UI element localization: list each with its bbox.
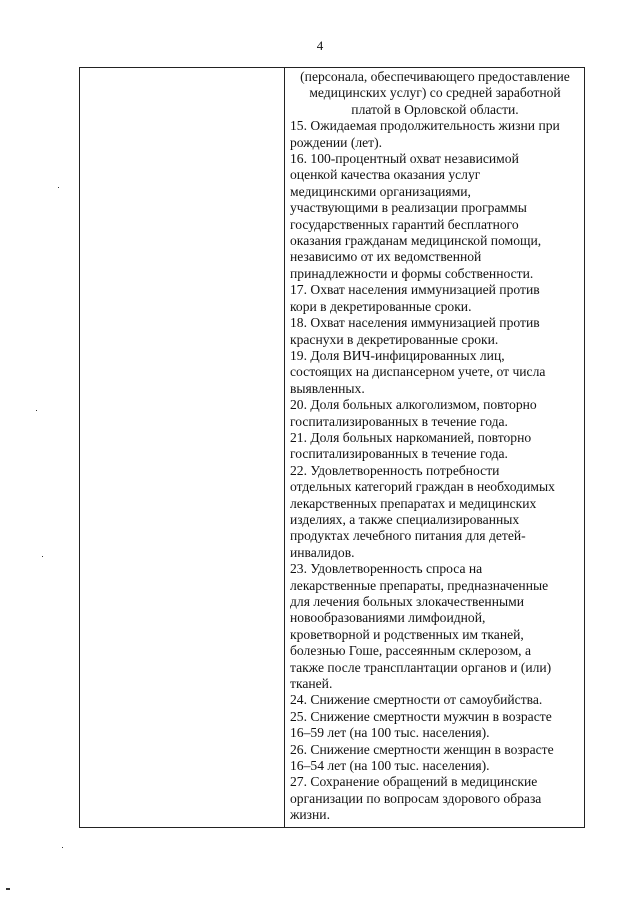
scan-speck — [6, 888, 10, 890]
table-item-paragraph: 26. Снижение смертности женщин в возрасте 16–54 лет (на 100 тыс. населения). — [290, 741, 554, 774]
scan-speck — [58, 187, 59, 188]
table-left-column-empty — [80, 68, 285, 827]
table-item-paragraph: (персонала, обеспечивающего предоставление медицинских услуг) со средней заработной платой в Орловской области. — [300, 69, 570, 117]
document-table — [79, 67, 585, 828]
table-item-paragraph: 27. Сохранение обращений в медицинские организации по вопросам здорового образа жизни. — [290, 774, 542, 823]
table-item-paragraph: 16. 100-процентный охват независимой оценкой качества оказания услуг медицинскими организациями, участвующими в реализации программы государственных гарантий бесплатного оказания гражданам медицинской помощи, независимо от их ведомственной принадлежности и формы собственности. — [290, 151, 542, 281]
scan-speck — [42, 556, 43, 557]
table-item-paragraph: 21. Доля больных наркоманией, повторно госпитализированных в течение года. — [290, 429, 532, 462]
table-item-paragraph: 25. Снижение смертности мужчин в возрасте 16–59 лет (на 100 тыс. населения). — [290, 708, 552, 741]
table-item-paragraph: 22. Удовлетворенность потребности отдельных категорий граждан в необходимых лекарственных препаратах и медицинских изделиях, а также специализированных продуктах лечебного питания для детей- инвалидов. — [290, 462, 555, 560]
scan-speck — [62, 847, 63, 848]
table-item-paragraph: 15. Ожидаемая продолжительность жизни при рождении (лет). — [290, 118, 560, 150]
table-item-paragraph: 17. Охват населения иммунизацией против кори в декретированные сроки. — [290, 282, 540, 314]
table-item-paragraph: 19. Доля ВИЧ-инфицированных лиц, состоящих на диспансерном учете, от числа выявленных. — [290, 347, 546, 396]
table-item-paragraph: 23. Удовлетворенность спроса на лекарственные препараты, предназначенные для лечения больных злокачественными новообразованиями лимфоидной, кроветворной и родственных им тканей, болезнью Гоше, рассеянным склерозом, а также после трансплантации органов и (или) тканей. — [290, 561, 552, 692]
table-item-paragraph: 24. Снижение смертности от самоубийства. — [290, 692, 543, 708]
table-item-paragraph: 18. Охват населения иммунизацией против краснухи в декретированные сроки. — [290, 315, 540, 347]
table-item-paragraph: 20. Доля больных алкоголизмом, повторно госпитализированных в течение года. — [290, 397, 537, 429]
page-number: 4 — [316, 38, 324, 53]
table-right-column — [285, 68, 584, 827]
scan-speck — [36, 410, 37, 411]
